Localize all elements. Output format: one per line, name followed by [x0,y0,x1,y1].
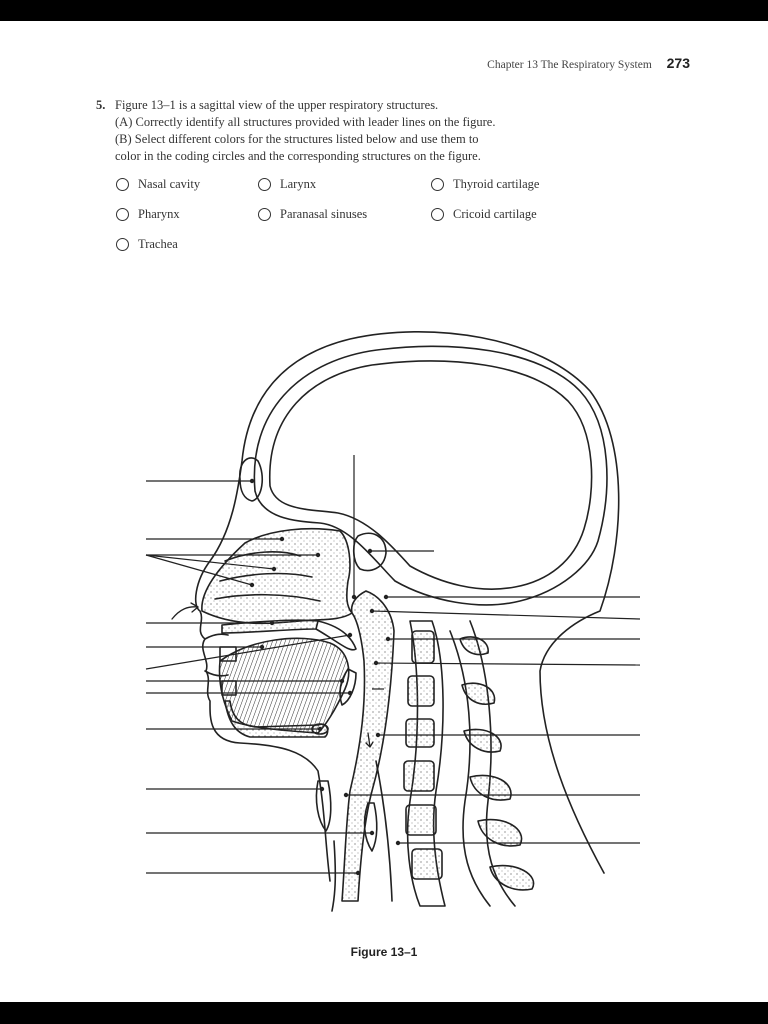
coding-option-label: Thyroid cartilage [453,177,540,191]
esophagus [376,761,392,901]
leader-line-right [372,611,640,619]
question-line: color in the coding circles and the corresponding structures on the figure. [115,149,481,163]
question-line: Figure 13–1 is a sagittal view of the upper respiratory structures. [115,98,439,112]
vertebral-body [406,719,434,747]
coding-option-label: Trachea [138,237,178,251]
trachea-wall [332,841,335,911]
vertebral-body [408,676,434,706]
sagittal-head-figure [0,21,768,1002]
question-line: (A) Correctly identify all structures provided with leader lines on the figure. [115,115,496,129]
nasal-cavity [202,529,352,624]
spinous-process [490,866,534,890]
upper-lip [205,634,228,639]
tongue [220,638,349,733]
textbook-page [0,21,768,1002]
question-line: (B) Select different colors for the structures listed below and use them to [115,132,479,146]
vertebral-body [406,805,436,835]
coding-option-label: Nasal cavity [138,177,201,191]
question-number: 5. [96,98,106,112]
figure-caption: Figure 13–1 [350,945,418,959]
cricoid-cartilage [365,803,377,851]
vertebral-body [404,761,434,791]
vertebral-body [412,849,442,879]
vertebral-body [412,631,434,663]
coding-option-label: Cricoid cartilage [453,207,537,221]
coding-option-label: Paranasal sinuses [280,207,368,221]
airflow-arrow [172,607,198,619]
spinous-process [478,820,522,846]
coding-option-label: Pharynx [138,207,180,221]
chapter-title: Chapter 13 The Respiratory System [487,59,652,71]
page-number: 273 [666,55,690,71]
coding-option-label: Larynx [280,177,317,191]
spinous-process [470,775,511,800]
